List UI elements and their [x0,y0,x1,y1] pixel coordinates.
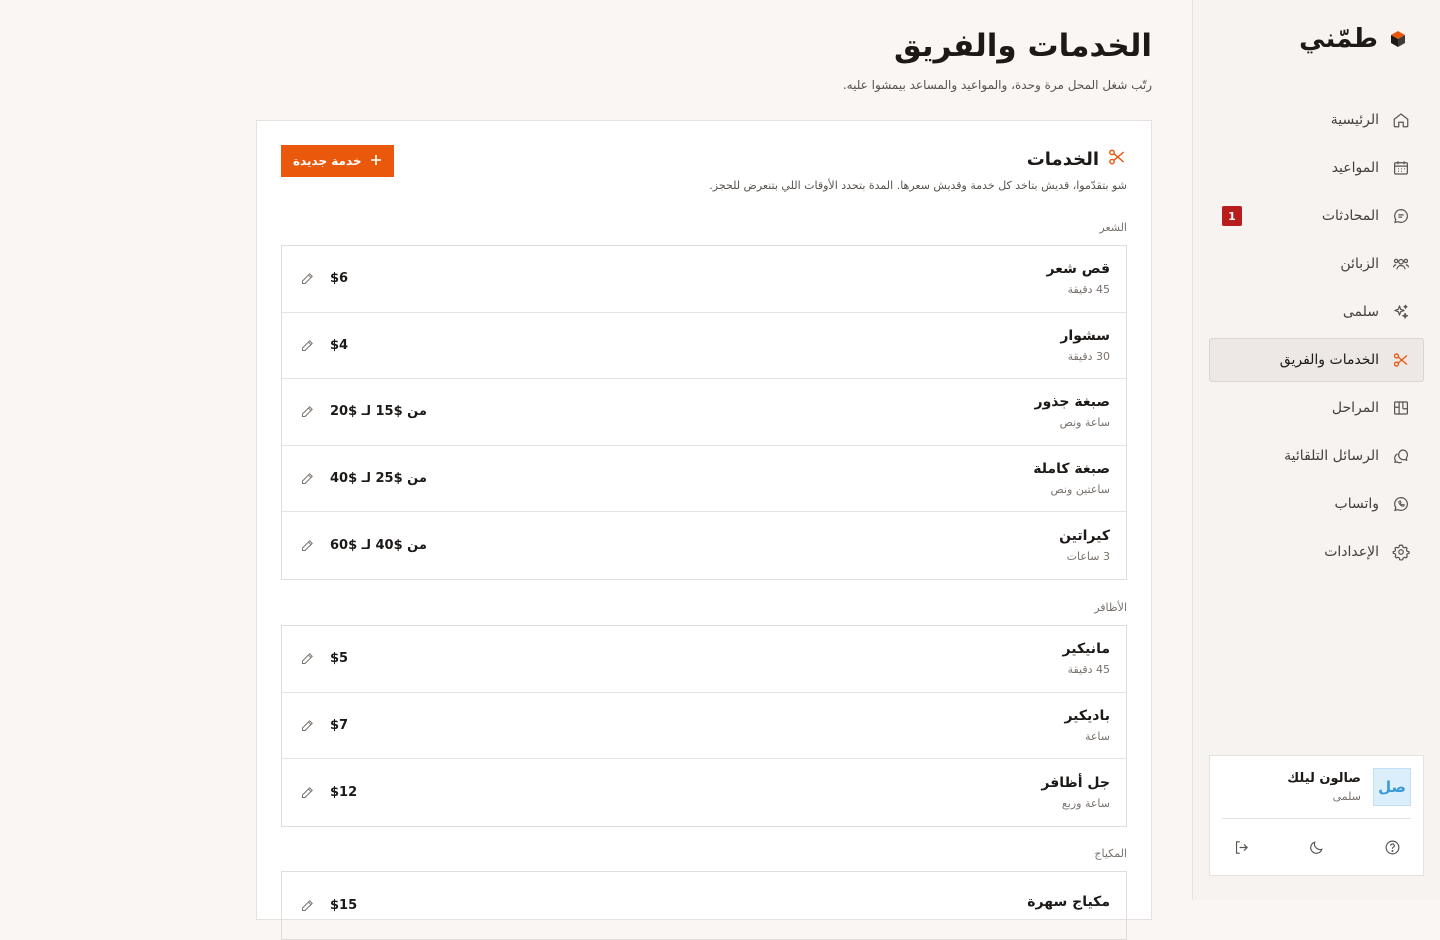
service-name: جل أظافر [1041,774,1110,791]
service-duration: 45 دقيقة [1067,663,1110,677]
whatsapp-icon [1391,494,1411,514]
messages-icon [1391,446,1411,466]
edit-pencil-icon[interactable] [298,650,316,668]
brand[interactable] [1299,24,1408,54]
sidebar-item-home[interactable] [1209,98,1424,142]
service-duration: 45 دقيقة [1067,283,1110,297]
account-info[interactable] [1222,756,1411,819]
service-list-makeup [281,871,1127,940]
sidebar-item-whatsapp[interactable] [1209,482,1424,526]
service-row[interactable] [282,693,1126,760]
service-name: باديكير [1064,707,1110,724]
service-duration: ساعة وربع [1061,796,1110,810]
page-subtitle: رتّب شغل المحل مرة وحدة، والمواعيد والمساعد بيمشوا عليه. [842,78,1152,92]
account-name: صالون ليلك [1287,771,1361,786]
service-row[interactable] [282,313,1126,380]
service-duration: ساعتين ونص [1050,482,1110,496]
service-name: صبغة جذور [1034,394,1110,411]
scissors-icon [1391,350,1411,370]
sidebar-item-salma[interactable] [1209,290,1424,334]
account-actions [1210,819,1423,875]
service-price: $12 [330,784,358,800]
sidebar-item-stages[interactable] [1209,386,1424,430]
edit-pencil-icon[interactable] [298,896,316,914]
cube-logo-icon [1388,29,1408,49]
sidebar-item-auto-messages[interactable] [1209,434,1424,478]
service-price: $6 [330,271,349,287]
service-price: من $40 لـ $60 [330,537,427,553]
service-price: $15 [330,897,358,913]
service-name: مكياج سهرة [1027,894,1110,911]
sidebar-item-label: واتساب [1334,496,1379,512]
sidebar-item-label: الخدمات والفريق [1279,352,1379,368]
gear-icon [1391,542,1411,562]
service-list-nails [281,625,1127,827]
services-title: الخدمات [1026,148,1099,170]
service-name: سشوار [1060,327,1110,344]
service-list-hair [281,245,1127,580]
sidebar-item-conversations[interactable] [1209,194,1424,238]
group-label-nails: الأظافر [1094,601,1127,614]
edit-pencil-icon[interactable] [298,536,316,554]
brand-name: طمّني [1299,24,1378,54]
sidebar-item-label: المواعيد [1331,160,1379,176]
sidebar-nav [1209,98,1424,578]
moon-icon[interactable] [1306,836,1328,858]
sidebar-item-label: الرسائل التلقائية [1284,448,1379,464]
group-label-makeup: المكياج [1094,847,1127,860]
sparkle-icon [1391,302,1411,322]
service-row[interactable] [282,246,1126,313]
service-duration: 30 دقيقة [1067,349,1110,363]
service-duration: 3 ساعات [1066,549,1110,563]
sidebar-item-appointments[interactable] [1209,146,1424,190]
service-name: كيراتين [1059,527,1110,544]
avatar: صل [1373,768,1411,806]
help-icon[interactable] [1381,836,1403,858]
service-name: قص شعر [1046,261,1110,278]
sidebar [1192,0,1440,900]
home-icon [1391,110,1411,130]
sidebar-item-label: الزبائن [1340,256,1379,272]
unread-badge: 1 [1222,206,1242,226]
edit-pencil-icon[interactable] [298,403,316,421]
services-description: شو بتقدّموا، قديش بتاخد كل خدمة وقديش سعرها. المدة بتحدد الأوقات اللي بتنعرض للحجز. [709,179,1127,192]
edit-pencil-icon[interactable] [298,270,316,288]
group-label-hair: الشعر [1099,221,1127,234]
service-price: $4 [330,337,349,353]
edit-pencil-icon[interactable] [298,783,316,801]
kanban-icon [1391,398,1411,418]
service-price: من $15 لـ $20 [330,404,427,420]
edit-pencil-icon[interactable] [298,469,316,487]
service-name: مانيكير [1062,641,1110,658]
services-card [256,120,1152,920]
sidebar-item-customers[interactable] [1209,242,1424,286]
service-row[interactable] [282,872,1126,939]
plus-icon [370,154,382,169]
page-title: الخدمات والفريق [893,28,1152,64]
add-service-button[interactable] [281,145,394,177]
service-duration: ساعة ونص [1059,416,1110,430]
sidebar-item-label: المحادثات [1321,208,1379,224]
chat-icon [1391,206,1411,226]
service-name: صبغة كاملة [1033,460,1110,477]
sidebar-item-label: سلمى [1342,304,1379,320]
service-price: $5 [330,651,349,667]
users-icon [1391,254,1411,274]
services-header [1027,147,1127,171]
service-row[interactable] [282,626,1126,693]
sidebar-item-label: المراحل [1331,400,1379,416]
logout-icon[interactable] [1230,836,1252,858]
service-duration: ساعة [1084,729,1110,743]
service-row[interactable] [282,512,1126,579]
sidebar-item-services-team[interactable] [1209,338,1424,382]
account-user: سلمى [1332,790,1361,803]
edit-pencil-icon[interactable] [298,716,316,734]
account-panel [1209,755,1424,876]
service-row[interactable] [282,446,1126,513]
sidebar-item-settings[interactable] [1209,530,1424,574]
service-price: من $25 لـ $40 [330,470,427,486]
calendar-icon [1391,158,1411,178]
service-row[interactable] [282,759,1126,826]
service-row[interactable] [282,379,1126,446]
add-service-label: خدمة جديدة [293,154,362,168]
sidebar-item-label: الرئيسية [1330,112,1379,128]
sidebar-item-label: الإعدادات [1324,544,1379,560]
scissors-icon [1107,147,1127,171]
service-price: $7 [330,717,349,733]
edit-pencil-icon[interactable] [298,336,316,354]
